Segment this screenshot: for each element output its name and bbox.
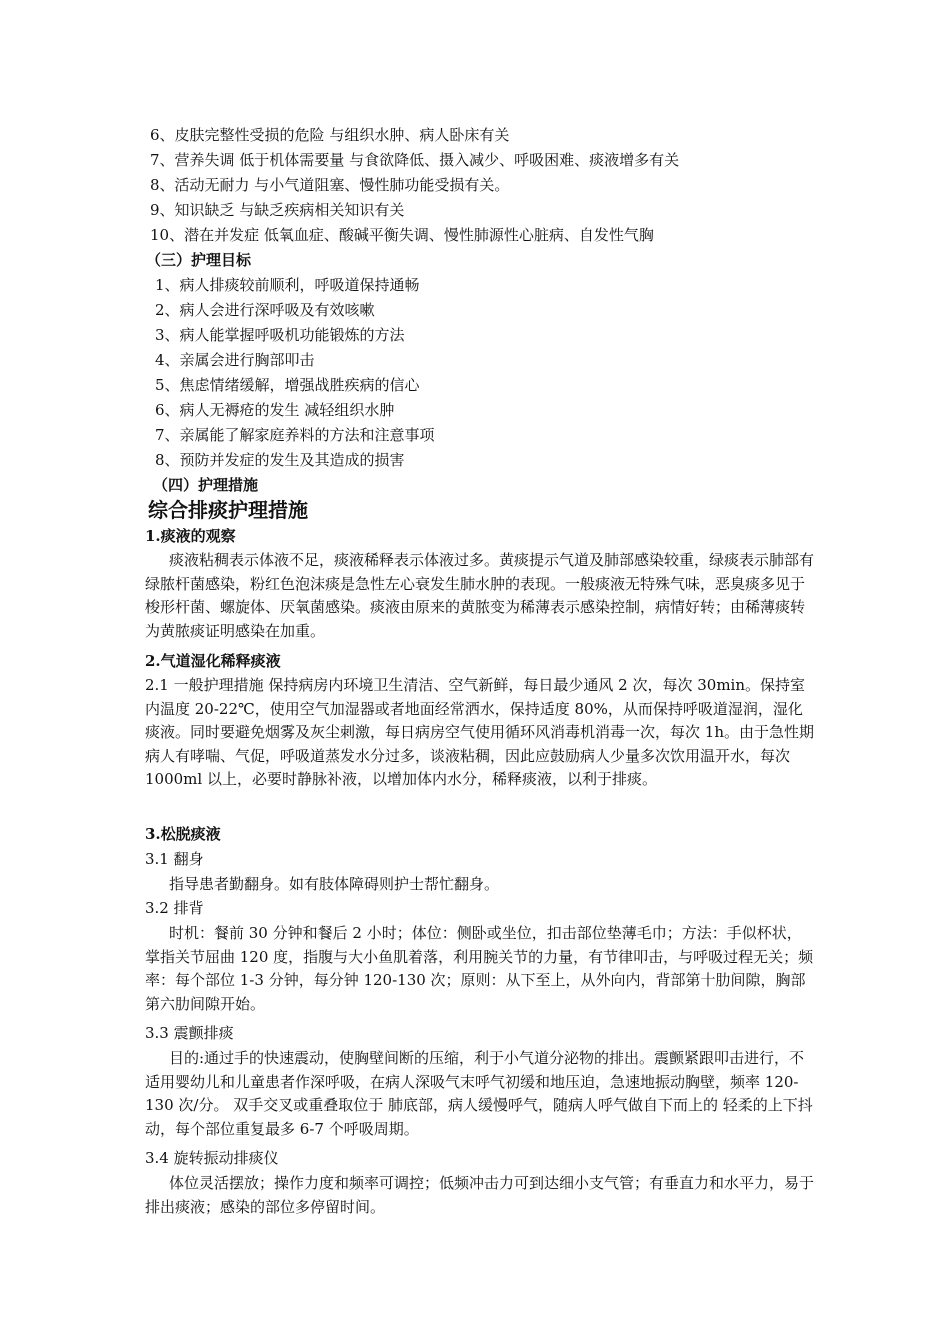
subsection-title: 3.1 翻身	[145, 850, 204, 868]
goal-item: 3、病人能掌握呼吸机功能锻炼的方法	[155, 326, 405, 344]
subsection-body: 目的:通过手的快速震动，使胸壁间断的压缩，利于小气道分泌物的排出。震颤紧跟叩击进行，不适用婴幼儿和儿童患者作深呼吸，在病人深吸气末呼气初缓和地压迫，急速地振动胸壁，频率 120-130 次/分。 双手交叉或重叠取位于 肺底部，病人缓慢呼气，随病人呼气做自下而上的 轻柔的上下抖动，每个部位重复最多 6-7 个呼吸周期。	[145, 1049, 813, 1138]
section-title: 3.松脱痰液	[145, 825, 221, 843]
main-title: 综合排痰护理措施	[148, 498, 308, 522]
subsection-title: 3.3 震颤排痰	[145, 1024, 234, 1042]
section-title: 1.痰液的观察	[145, 527, 236, 545]
goal-item: 8、预防并发症的发生及其造成的损害	[155, 451, 405, 469]
subsection-title: 3.4 旋转振动排痰仪	[145, 1149, 279, 1167]
goal-item: 5、焦虑情绪缓解，增强战胜疾病的信心	[155, 376, 420, 394]
goal-item: 6、病人无褥疮的发生 减轻组织水肿	[155, 401, 395, 419]
diagnosis-item: 9、知识缺乏 与缺乏疾病相关知识有关	[150, 201, 405, 219]
goal-item: 7、亲属能了解家庭养料的方法和注意事项	[155, 426, 435, 444]
measures-heading: （四）护理措施	[153, 476, 259, 494]
section-body: 痰液粘稠表示体液不足，痰液稀释表示体液过多。黄痰提示气道及肺部感染较重，绿痰表示肺部有绿脓杆菌感染，粉红色泡沫痰是急性左心衰发生肺水肿的表现。一般痰液无特殊气味，恶臭痰多见于梭形杆菌、螺旋体、厌氧菌感染。痰液由原来的黄脓变为稀薄表示感染控制，病情好转；由稀薄痰转为黄脓痰证明感染在加重。	[145, 551, 815, 640]
subsection-body: 体位灵活摆放；操作力度和频率可调控；低频冲击力可到达细小支气管；有垂直力和水平力，易于排出痰液；感染的部位多停留时间。	[145, 1174, 815, 1216]
goals-heading: （三）护理目标	[146, 251, 252, 269]
section-title: 2.气道湿化稀释痰液	[145, 652, 281, 670]
diagnosis-item: 6、皮肤完整性受损的危险 与组织水肿、病人卧床有关	[150, 126, 510, 144]
goal-item: 1、病人排痰较前顺利，呼吸道保持通畅	[155, 276, 420, 294]
subsection-body: 时机：餐前 30 分钟和餐后 2 小时；体位：侧卧或坐位，扣击部位垫薄毛巾；方法：手似杯状，掌指关节屈曲 120 度，指腹与大小鱼肌着落，利用腕关节的力量，有节律叩击，与呼吸过程无关；频率：每个部位 1-3 分钟，每分钟 120-130 次；原则：从下至上，从外向内，背部第十肋间隙，胸部第六肋间隙开始。	[145, 924, 814, 1013]
diagnosis-item: 7、营养失调 低于机体需要量 与食欲降低、摄入减少、呼吸困难、痰液增多有关	[150, 151, 680, 169]
subsection-title: 3.2 排背	[145, 899, 204, 917]
goal-item: 4、亲属会进行胸部叩击	[155, 351, 315, 369]
subsection-body: 指导患者勤翻身。如有肢体障碍则护士帮忙翻身。	[169, 875, 500, 893]
goal-item: 2、病人会进行深呼吸及有效咳嗽	[155, 301, 375, 319]
diagnosis-item: 8、活动无耐力 与小气道阻塞、慢性肺功能受损有关。	[150, 176, 510, 194]
diagnosis-item: 10、潜在并发症 低氧血症、酸碱平衡失调、慢性肺源性心脏病、自发性气胸	[150, 226, 654, 244]
section-body: 2.1 一般护理措施 保持病房内环境卫生清洁、空气新鲜，每日最少通风 2 次，每次 30min。保持室内温度 20-22℃，使用空气加湿器或者地面经常洒水，保持适度 80%，从而保持呼吸道湿润，湿化痰液。同时要避免烟雾及灰尘刺激，每日病房空气使用循环风消毒机消毒一次，每次 1h。由于急性期病人有哮喘、气促，呼吸道蒸发水分过多，谈液粘稠，因此应鼓励病人少量多次饮用温开水，每次 1000ml 以上，必要时静脉补液，以增加体内水分，稀释痰液，以利于排痰。	[145, 676, 814, 788]
